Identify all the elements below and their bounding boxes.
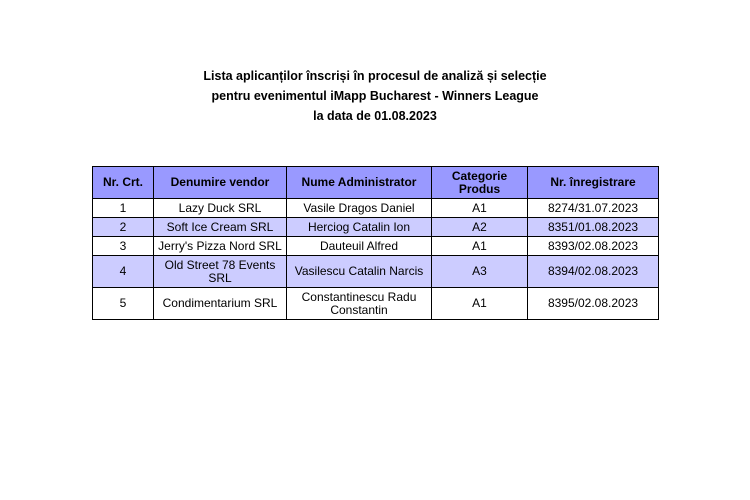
cell-nr: 5 [93,288,154,320]
header-registration: Nr. înregistrare [528,167,659,199]
table-row [93,237,659,256]
table-row [93,256,659,288]
header-nr-crt: Nr. Crt. [93,167,154,199]
cell-category: A1 [432,288,528,320]
cell-nr: 2 [93,218,154,237]
title-line-3: la data de 01.08.2023 [313,109,437,123]
title-line-2: pentru evenimentul iMapp Bucharest - Winners League [211,89,539,103]
cell-admin: Constantinescu Radu Constantin [287,288,432,320]
cell-vendor: Lazy Duck SRL [154,199,287,218]
cell-registration: 8393/02.08.2023 [528,237,659,256]
cell-registration: 8274/31.07.2023 [528,199,659,218]
document-title [0,66,750,126]
header-vendor: Denumire vendor [154,167,287,199]
cell-vendor: Soft Ice Cream SRL [154,218,287,237]
header-admin: Nume Administrator [287,167,432,199]
cell-registration: 8394/02.08.2023 [528,256,659,288]
table-row [93,199,659,218]
cell-category: A2 [432,218,528,237]
cell-category: A1 [432,199,528,218]
header-category: Categorie Produs [432,167,528,199]
cell-registration: 8351/01.08.2023 [528,218,659,237]
cell-admin: Herciog Catalin Ion [287,218,432,237]
cell-nr: 1 [93,199,154,218]
cell-admin: Dauteuil Alfred [287,237,432,256]
title-line-1: Lista aplicanților înscriși în procesul de analiză și selecție [203,69,547,83]
cell-admin: Vasilescu Catalin Narcis [287,256,432,288]
table-row [93,288,659,320]
cell-vendor: Condimentarium SRL [154,288,287,320]
table-header-row [93,167,659,199]
cell-nr: 4 [93,256,154,288]
cell-category: A3 [432,256,528,288]
applicants-table [92,166,659,320]
cell-admin: Vasile Dragos Daniel [287,199,432,218]
cell-registration: 8395/02.08.2023 [528,288,659,320]
cell-vendor: Jerry's Pizza Nord SRL [154,237,287,256]
cell-nr: 3 [93,237,154,256]
table-row [93,218,659,237]
cell-category: A1 [432,237,528,256]
cell-vendor: Old Street 78 Events SRL [154,256,287,288]
